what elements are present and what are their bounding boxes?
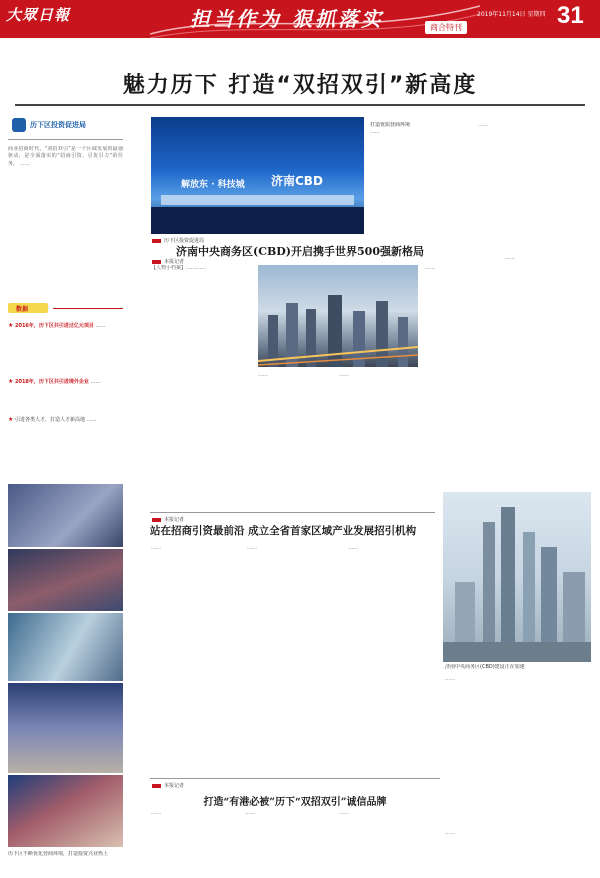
- section2-col-2: ……: [247, 545, 257, 551]
- sidebar-intro: 商业招商时代，“双招双引”是一个区域发展的最强驱动，是全面落实的“招商引资、引优引力”的任务。 ……: [8, 146, 123, 167]
- skyline-graphic: [258, 295, 418, 367]
- right-column-body: ……: [445, 676, 455, 682]
- star-icon: ★: [8, 322, 14, 329]
- stat-2018: 2018年，历下区共引进境外企业: [14, 379, 89, 385]
- conference-photo: [151, 117, 364, 234]
- sidebar-bottom-caption: 历下区不断优化营商环境，打造投资兴业热土: [8, 851, 109, 857]
- stage-text: 解放东 · 科技城: [181, 180, 245, 190]
- masthead: [0, 0, 600, 38]
- sidebar-stats-3: ★ 引进各类人才，打造人才新高地 ……: [8, 416, 97, 423]
- section1-lead: 【人物小档案】……: [151, 265, 197, 271]
- page-headline: 魅力历下 打造“双招双引”新高度: [122, 73, 478, 98]
- section1-byline: 本报记者: [152, 258, 184, 265]
- top-right-column: ……: [478, 122, 488, 128]
- sidebar-photo-2: [8, 549, 123, 611]
- data-tag-rule: [53, 308, 123, 309]
- section1-col-4: ……: [425, 265, 435, 271]
- section2-col-3: ……: [348, 545, 358, 551]
- section3-col-2: ……: [245, 810, 255, 816]
- sidebar-data-tag: [8, 303, 123, 315]
- photo1-byline: 历下区投资促进局: [152, 237, 204, 244]
- section1-title: 济南中央商务区(CBD)开启携手世界500强新格局: [176, 245, 424, 258]
- city-night-photo: [258, 265, 418, 367]
- section3-title: 打造“有港必被”历下“双招双引”诚信品牌: [203, 797, 387, 808]
- special-issue-badge: 商合特刊: [425, 21, 467, 34]
- sidebar-photo-4: [8, 683, 123, 773]
- stage-text-right: 济南CBD: [271, 174, 323, 188]
- bureau-logo: [8, 115, 123, 140]
- top-middle-column: 打造优质营商环境 ……: [370, 122, 470, 247]
- section3-rule: [150, 778, 440, 779]
- section2-rule: [150, 512, 435, 513]
- masthead-logo: 大眾日報: [6, 6, 71, 24]
- section2-byline: 本报记者: [152, 516, 184, 523]
- sidebar-photo-1: [8, 484, 123, 547]
- sidebar-photo-3: [8, 613, 123, 681]
- page-number: 31: [557, 2, 584, 29]
- cbd-skyline-photo: [443, 492, 591, 662]
- right-photo-caption: 济南中央商务区(CBD)建设正在加速: [445, 664, 525, 670]
- sidebar-stats-2: ★ 2018年，历下区共引进境外企业 ……: [8, 378, 101, 385]
- section1-col-5: ……: [505, 255, 515, 261]
- sidebar-photo-5: [8, 775, 123, 847]
- bureau-logo-text: 历下区投资促进局: [30, 121, 86, 129]
- star-icon: ★: [8, 416, 14, 423]
- talent-note: 引进各类人才，打造人才新高地: [14, 417, 85, 423]
- data-tag-label: 数据: [16, 306, 29, 313]
- sidebar-stats-1: ★ 2016年，历下区共引进过亿元项目 ……: [8, 322, 106, 329]
- top-middle-label: 打造优质营商环境: [370, 122, 411, 128]
- star-icon: ★: [8, 378, 14, 385]
- section2-title: 站在招商引资最前沿 成立全省首家区域产业发展招引机构: [150, 525, 417, 537]
- masthead-slogan: 担当作为 狠抓落实: [190, 7, 384, 31]
- sidebar-intro-lead: 商业招商时代，“双招双引”是一个区域发展的最强驱动，是全面落实的“招商引资、引优引力”的任务。: [8, 146, 123, 167]
- bureau-emblem-icon: [12, 118, 26, 132]
- stat-2016: 2016年，历下区共引进过亿元项目: [14, 323, 94, 329]
- section3-col-3: ……: [339, 810, 349, 816]
- section1-col-2: ……: [258, 372, 268, 378]
- cbd-towers-graphic: [443, 492, 591, 662]
- section1-col-1: 【人物小档案】…………: [151, 265, 207, 271]
- headline-rule: [15, 104, 585, 106]
- section3-col-1: ……: [151, 810, 161, 816]
- issue-date: 2019年11月14日 星期四: [477, 11, 546, 18]
- audience: [151, 207, 364, 234]
- section1-col-3: ……: [339, 372, 349, 378]
- section3-col-4: ……: [445, 830, 455, 836]
- section2-col-1: ……: [151, 545, 161, 551]
- stage-rail: [161, 195, 354, 205]
- section3-byline: 本报记者: [152, 782, 184, 789]
